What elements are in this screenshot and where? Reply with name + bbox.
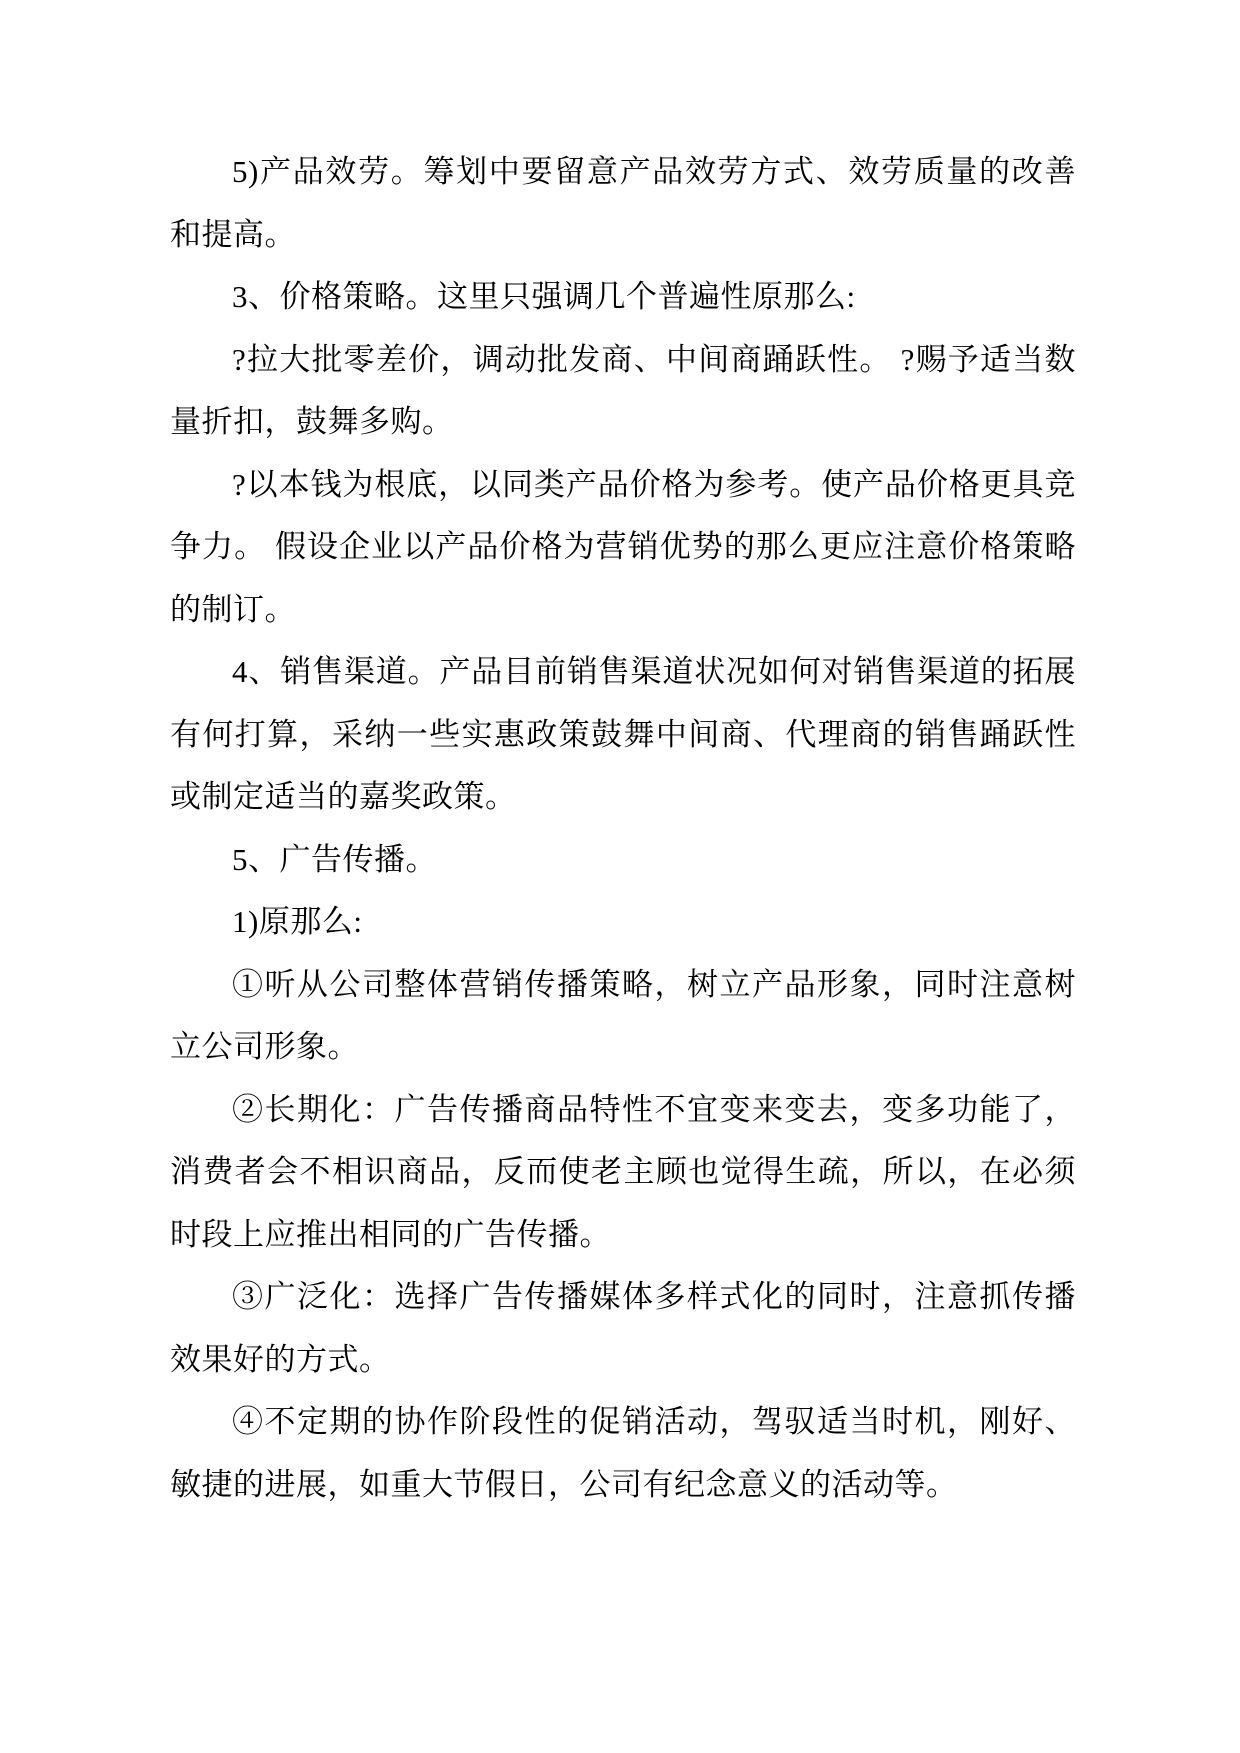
paragraph: ①听从公司整体营销传播策略，树立产品形象，同时注意树立公司形象。 bbox=[170, 966, 1076, 1064]
paragraph: 1)原那么: bbox=[232, 904, 363, 939]
paragraph: 4、销售渠道。产品目前销售渠道状况如何对销售渠道的拓展有何打算，采纳一些实惠政策鼓舞中间商、代理商的销售踊跃性或制定适当的嘉奖政策。 bbox=[170, 654, 1076, 814]
paragraph: ③广泛化：选择广告传播媒体多样式化的同时，注意抓传播效果好的方式。 bbox=[170, 1279, 1076, 1377]
paragraph: 5、广告传播。 bbox=[232, 841, 437, 877]
paragraph: ?拉大批零差价，调动批发商、中间商踊跃性。 ?赐予适当数量折扣，鼓舞多购。 bbox=[170, 341, 1076, 439]
document-body bbox=[170, 141, 1076, 1516]
paragraph: ?以本钱为根底，以同类产品价格为参考。使产品价格更具竞争力。 假设企业以产品价格为营销优势的那么更应注意价格策略的制订。 bbox=[170, 466, 1076, 627]
paragraph: ②长期化：广告传播商品特性不宜变来变去，变多功能了，消费者会不相识商品，反而使老主顾也觉得生疏，所以，在必须时段上应推出相同的广告传播。 bbox=[170, 1091, 1076, 1252]
paragraph: 3、价格策略。这里只强调几个普遍性原那么: bbox=[232, 279, 856, 314]
paragraph: 5)产品效劳。筹划中要留意产品效劳方式、效劳质量的改善和提高。 bbox=[170, 154, 1076, 252]
paragraph: ④不定期的协作阶段性的促销活动，驾驭适当时机，刚好、敏捷的进展，如重大节假日，公司有纪念意义的活动等。 bbox=[170, 1404, 1076, 1502]
